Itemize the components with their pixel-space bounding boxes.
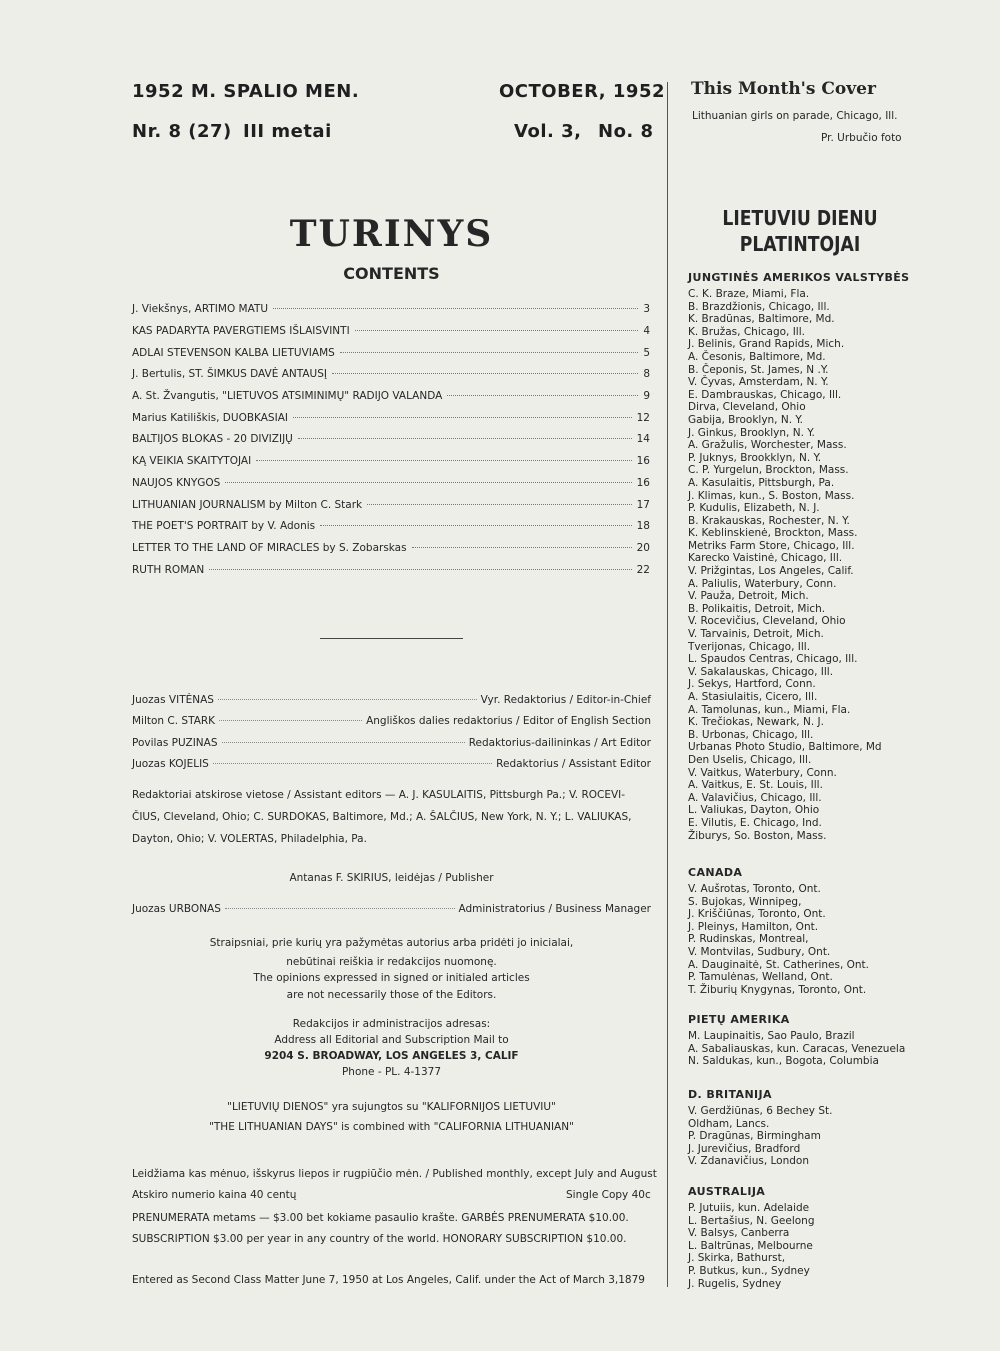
distributors-title: LIETUVIU DIENU PLATINTOJAI xyxy=(722,206,878,256)
distributor-entry: V. Rocevičius, Cleveland, Ohio xyxy=(688,615,846,628)
distributor-entry: M. Laupinaitis, Sao Paulo, Brazil xyxy=(688,1030,855,1042)
distributor-entry: V. Čyvas, Amsterdam, N. Y. xyxy=(688,376,829,389)
distributor-entry: V. Vaitkus, Waterbury, Conn. xyxy=(688,766,837,779)
merger-notice: "LIETUVIŲ DIENOS" yra sujungtos su "KALIFORNIJOS LIETUVIU" "THE LITHUANIAN DAYS" is combined with "CALIFORNIA LITHUANIAN" xyxy=(209,1101,574,1133)
distributors-britain xyxy=(688,1088,918,1168)
contents-item: NAUJOS KNYGOS 16 xyxy=(132,477,650,489)
publication-frequency: Leidžiama kas mėnuo, išskyrus liepos ir rugpiūčio mėn. / Published monthly, except July and August xyxy=(132,1168,657,1180)
contents-item: RUTH ROMAN 22 xyxy=(132,564,650,576)
distributor-entry: V. Pauža, Detroit, Mich. xyxy=(688,590,809,603)
distributor-entry: A. Tamolunas, kun., Miami, Fla. xyxy=(688,703,851,716)
distributor-entry: Tverijonas, Chicago, Ill. xyxy=(688,640,811,653)
column-divider xyxy=(667,82,668,1287)
distributor-entry: L. Spaudos Centras, Chicago, Ill. xyxy=(688,653,858,666)
distributor-entry: B. Čeponis, St. James, N .Y. xyxy=(688,363,829,376)
distributors-australia xyxy=(688,1185,918,1290)
distributor-entry: V. Zdanavičius, London xyxy=(688,1155,809,1168)
distributor-entry: Žiburys, So. Boston, Mass. xyxy=(688,829,827,842)
distributor-entry: Den Uselis, Chicago, Ill. xyxy=(688,753,812,766)
distributor-section-title: AUSTRALIJA xyxy=(688,1185,766,1198)
assistant-editors: Redaktoriai atskirose vietose / Assistant editors — A. J. KASULAITIS, Pittsburgh Pa.; V. ROCEVI- ČIUS, Cleveland, Ohio; C. SURDOKAS, Baltimore, Md.; A. ŠALČIUS, New York, N. Y.; L. VALIUKAS, Dayton, Ohio; V. VOLERTAS, Philadelphia, Pa. xyxy=(132,789,632,845)
volume-label: Vol. 3, xyxy=(514,121,582,142)
distributor-entry: Urbanas Photo Studio, Baltimore, Md xyxy=(688,741,882,754)
date-english: OCTOBER, 1952 xyxy=(499,81,666,102)
contents-item: KĄ VEIKIA SKAITYTOJAI 16 xyxy=(132,455,650,467)
distributor-entry: N. Saldukas, kun., Bogota, Columbia xyxy=(688,1055,879,1068)
distributor-entry: A. Dauginaitė, St. Catherines, Ont. xyxy=(688,958,870,971)
distributor-entry: V. Prižgintas, Los Angeles, Calif. xyxy=(688,565,854,578)
distributor-entry: B. Krakauskas, Rochester, N. Y. xyxy=(688,514,850,527)
distributor-entry: Gabija, Brooklyn, N. Y. xyxy=(688,413,804,426)
distributor-entry: C. K. Braze, Miami, Fla. xyxy=(688,288,810,300)
distributor-section-title: D. BRITANIJA xyxy=(688,1088,772,1101)
distributor-entry: L. Baltrūnas, Melbourne xyxy=(688,1239,813,1252)
distributor-entry: C. P. Yurgelun, Brockton, Mass. xyxy=(688,464,849,477)
distributor-entry: A. Stasiulaitis, Cicero, Ill. xyxy=(688,691,818,703)
price-english: Single Copy 40c xyxy=(566,1189,651,1201)
subscription-english: SUBSCRIPTION $3.00 per year in any country of the world. HONORARY SUBSCRIPTION $10.00. xyxy=(132,1233,627,1245)
cover-credit: Pr. Urbučio foto xyxy=(821,132,902,144)
distributor-entry: L. Bertašius, N. Geelong xyxy=(688,1214,815,1227)
distributor-entry: B. Brazdžionis, Chicago, Ill. xyxy=(688,300,830,313)
contents-item: Marius Katiliškis, DUOBKASIAI 12 xyxy=(132,412,650,424)
section-divider xyxy=(320,638,463,639)
distributor-entry: J. Skirka, Bathurst, xyxy=(688,1252,786,1265)
distributor-entry: K. Bružas, Chicago, Ill. xyxy=(688,325,805,338)
distributor-entry: A. Česonis, Baltimore, Md. xyxy=(688,350,826,363)
distributor-entry: J. Kriščiūnas, Toronto, Ont. xyxy=(688,908,826,921)
contents-item: LITHUANIAN JOURNALISM by Milton C. Stark 17 xyxy=(132,499,650,511)
distributor-section-title: JUNGTINĖS AMERIKOS VALSTYBĖS xyxy=(688,271,910,284)
distributor-entry: P. Kudulis, Elizabeth, N. J. xyxy=(688,502,820,515)
address-block: Redakcijos ir administracijos adresas: Address all Editorial and Subscription Mail to 9204 S. BROADWAY, LOS ANGELES 3, CALIF Phone - PL. 4-1377 xyxy=(264,1018,519,1078)
distributor-entry: K. Trečiokas, Newark, N. J. xyxy=(688,716,824,729)
distributor-entry: L. Valiukas, Dayton, Ohio xyxy=(688,804,820,817)
contents-item: J. Viekšnys, ARTIMO MATU 3 xyxy=(132,303,650,315)
date-lithuanian: 1952 M. SPALIO MEN. xyxy=(132,81,360,102)
distributor-entry: A. Gražulis, Worchester, Mass. xyxy=(688,439,847,452)
manager-row: Juozas URBONAS Administratorius / Business Manager xyxy=(132,903,651,915)
distributor-entry: V. Aušrotas, Toronto, Ont. xyxy=(688,883,821,895)
distributor-entry: J. Rugelis, Sydney xyxy=(688,1277,782,1290)
distributor-entry: E. Vilutis, E. Chicago, Ind. xyxy=(688,816,822,829)
cover-caption: Lithuanian girls on parade, Chicago, Ill. xyxy=(692,110,898,122)
entry-notice: Entered as Second Class Matter June 7, 1950 at Los Angeles, Calif. under the Act of March 3,1879 xyxy=(132,1274,645,1286)
distributor-entry: V. Gerdžiūnas, 6 Bechey St. xyxy=(688,1105,833,1117)
contents-item: BALTIJOS BLOKAS - 20 DIVIZIJŲ 14 xyxy=(132,433,650,445)
contents-item: ADLAI STEVENSON KALBA LIETUVIAMS 5 xyxy=(132,347,650,359)
distributor-entry: V. Montvilas, Sudbury, Ont. xyxy=(688,945,831,958)
number-label: No. 8 xyxy=(598,121,654,142)
year-label: III metai xyxy=(243,121,332,142)
distributor-entry: B. Urbonas, Chicago, Ill. xyxy=(688,728,814,741)
distributor-entry: J. Jurevičius, Bradford xyxy=(688,1142,801,1155)
distributor-entry: A. Paliulis, Waterbury, Conn. xyxy=(688,577,837,590)
distributor-entry: V. Tarvainis, Detroit, Mich. xyxy=(688,628,824,641)
distributor-entry: J. Belinis, Grand Rapids, Mich. xyxy=(688,338,845,351)
contents-item: KAS PADARYTA PAVERGTIEMS IŠLAISVINTI 4 xyxy=(132,325,650,337)
distributor-entry: A. Sabaliauskas, kun. Caracas, Venezuela xyxy=(688,1042,906,1055)
distributor-entry: J. Sekys, Hartford, Conn. xyxy=(688,678,816,691)
distributor-entry: B. Polikaitis, Detroit, Mich. xyxy=(688,602,826,615)
price-lithuanian: Atskiro numerio kaina 40 centų xyxy=(132,1189,297,1201)
staff-row: Juozas VITĖNAS Vyr. Redaktorius / Editor-in-Chief xyxy=(132,694,651,706)
distributor-entry: P. Rudinskas, Montreal, xyxy=(688,933,809,946)
distributor-entry: P. Dragūnas, Birmingham xyxy=(688,1130,821,1143)
distributor-entry: Karecko Vaistinė, Chicago, Ill. xyxy=(688,552,843,565)
distributor-entry: P. Tamulėnas, Welland, Ont. xyxy=(688,971,833,984)
distributor-entry: P. Juknys, Brookklyn, N. Y. xyxy=(688,451,822,464)
contents-subtitle: CONTENTS xyxy=(343,264,440,283)
distributor-entry: K. Bradūnas, Baltimore, Md. xyxy=(688,313,835,326)
staff-row: Povilas PUZINAS Redaktorius-dailininkas / Art Editor xyxy=(132,737,651,749)
notice-lithuanian: Straipsniai, prie kurių yra pažymėtas autorius arba pridėti jo inicialai, nebūtinai reiškia ir redakcijos nuomonę. xyxy=(209,937,574,968)
staff-row: Milton C. STARK Angliškos dalies redaktorius / Editor of English Section xyxy=(132,715,651,727)
distributor-entry: Metriks Farm Store, Chicago, Ill. xyxy=(688,539,855,552)
distributor-entry: V. Balsys, Canberra xyxy=(688,1227,790,1240)
contents-item: J. Bertulis, ST. ŠIMKUS DAVĖ ANTAUSĮ 8 xyxy=(132,368,650,380)
distributors-canada xyxy=(688,866,918,996)
staff-row: Juozas KOJELIS Redaktorius / Assistant Editor xyxy=(132,758,651,770)
distributor-entry: J. Ginkus, Brooklyn, N. Y. xyxy=(688,426,815,439)
distributor-entry: Oldham, Lancs. xyxy=(688,1117,770,1130)
distributors-usa xyxy=(688,271,918,842)
distributor-entry: T. Žiburių Knygynas, Toronto, Ont. xyxy=(688,983,867,996)
distributor-entry: A. Valavičius, Chicago, Ill. xyxy=(688,791,822,804)
distributor-entry: E. Dambrauskas, Chicago, Ill. xyxy=(688,388,842,401)
contents-item: THE POET'S PORTRAIT by V. Adonis 18 xyxy=(132,520,650,532)
distributor-entry: A. Kasulaitis, Pittsburgh, Pa. xyxy=(688,476,835,489)
distributor-entry: S. Bujokas, Winnipeg, xyxy=(688,895,802,908)
distributor-entry: Dirva, Cleveland, Ohio xyxy=(688,401,806,414)
cover-title: This Month's Cover xyxy=(691,79,876,99)
contents-title: TURINYS xyxy=(289,213,494,255)
contents-item: A. St. Žvangutis, "LIETUVOS ATSIMINIMŲ" RADIJO VALANDA 9 xyxy=(132,390,650,402)
publisher-line: Antanas F. SKIRIUS, leidėjas / Publisher xyxy=(289,872,494,884)
distributor-entry: K. Keblinskienė, Brockton, Mass. xyxy=(688,527,858,540)
distributor-section-title: PIETŲ AMERIKA xyxy=(688,1013,790,1026)
notice-english: The opinions expressed in signed or initialed articles are not necessarily those of the Editors. xyxy=(253,972,530,1001)
distributor-entry: P. Jutuiis, kun. Adelaide xyxy=(688,1202,810,1214)
distributor-entry: P. Butkus, kun., Sydney xyxy=(688,1264,810,1277)
subscription-lithuanian: PRENUMERATA metams — $3.00 bet kokiame pasaulio krašte. GARBĖS PRENUMERATA $10.00. xyxy=(132,1212,629,1224)
distributor-entry: A. Vaitkus, E. St. Louis, Ill. xyxy=(688,779,823,792)
issue-number: Nr. 8 (27) xyxy=(132,121,232,142)
distributor-entry: J. Pleinys, Hamilton, Ont. xyxy=(688,920,819,933)
distributor-section-title: CANADA xyxy=(688,866,743,879)
contents-item: LETTER TO THE LAND OF MIRACLES by S. Zobarskas 20 xyxy=(132,542,650,554)
distributors-south-america xyxy=(688,1013,918,1068)
distributor-entry: J. Klimas, kun., S. Boston, Mass. xyxy=(688,489,855,502)
distributor-entry: V. Sakalauskas, Chicago, Ill. xyxy=(688,665,834,678)
